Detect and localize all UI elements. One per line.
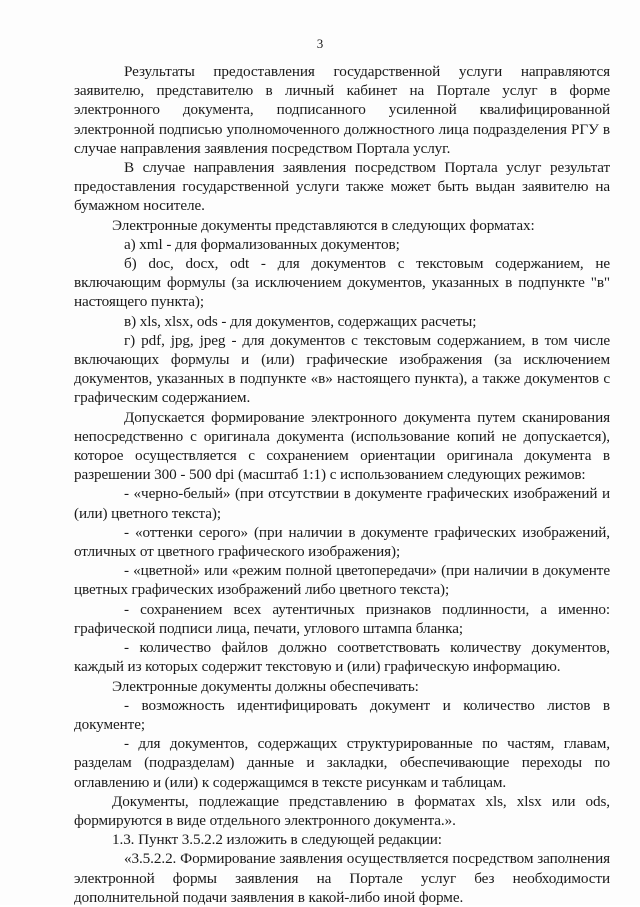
- list-item-xls: в) xls, xlsx, ods - для документов, содержащих расчеты;: [124, 312, 477, 330]
- paragraph-formats-intro: Электронные документы представляются в следующих форматах:: [112, 216, 535, 234]
- list-item-file-count: - количество файлов должно соответствовать количеству документов, каждый из которых содержит текстовую и (или) графическую информацию.: [74, 639, 610, 676]
- paragraph-spreadsheet-docs: Документы, подлежащие представлению в форматах xls, xlsx или ods, формируются в виде отдельного электронного документа.».: [74, 792, 610, 829]
- list-item-black-white: - «черно-белый» (при отсутствии в документе графических изображений и (или) цветного текста);: [74, 485, 610, 522]
- paragraph-amendment: 1.3. Пункт 3.5.2.2 изложить в следующей редакции:: [112, 831, 442, 849]
- paragraph-requirements-intro: Электронные документы должны обеспечивать:: [112, 677, 419, 695]
- list-item-identify: - возможность идентифицировать документ и количество листов в документе;: [74, 696, 610, 733]
- list-item-xml: а) xml - для формализованных документов;: [124, 235, 400, 253]
- paragraph-3-5-2-2: «3.5.2.2. Формирование заявления осуществляется посредством заполнения электронной формы заявления на Портале услуг без необходимости дополнительной подачи заявления в какой-либо иной форме.: [74, 850, 610, 906]
- list-item-grayscale: - «оттенки серого» (при наличии в документе графических изображений, отличных от цветного графического изображения);: [74, 523, 610, 561]
- paragraph-paper-copy: В случае направления заявления посредством Портала услуг результат предоставления государственной услуги также может быть выдан заявителю на бумажном носителе.: [74, 159, 610, 215]
- page-number: 3: [316, 36, 324, 51]
- document-body: [74, 62, 610, 907]
- list-item-structured: - для документов, содержащих структурированные по частям, главам, разделам (подразделам) данные и закладки, обеспечивающие переходы по оглавлению и (или) к содержащимся в тексте рисункам и таблицам.: [74, 735, 610, 791]
- list-item-color: - «цветной» или «режим полной цветопередачи» (при наличии в документе цветных графических изображений либо цветного текста);: [74, 562, 610, 599]
- list-item-pdf: г) pdf, jpg, jpeg - для документов с текстовым содержанием, в том числе включающих формулы и (или) графические изображения (за исключением документов, указанных в подпункте «в» настоящего пункта), а также документов с графическим содержанием.: [74, 331, 610, 407]
- paragraph-scanning: Допускается формирование электронного документа путем сканирования непосредственно с оригинала документа (использование копий не допускается), которое осуществляется с сохранением ориентации оригинала документа в разрешении 300 - 500 dpi (масштаб 1:1) с использованием следующих режимов:: [74, 408, 610, 484]
- list-item-authenticity: - сохранением всех аутентичных признаков подлинности, а именно: графической подписи лица, печати, углового штампа бланка;: [74, 600, 610, 637]
- paragraph-results-delivery: Результаты предоставления государственной услуги направляются заявителю, представителю в личный кабинет на Портале услуг в форме электронного документа, подписанного усиленной квалифицированной электронной подписью уполномоченного должностного лица подразделения РГУ в случае направления заявления посредством Портала услуг.: [74, 63, 610, 157]
- list-item-doc: б) doc, docx, odt - для документов с текстовым содержанием, не включающим формулы (за исключением документов, указанных в подпункте "в" настоящего пункта);: [74, 255, 610, 311]
